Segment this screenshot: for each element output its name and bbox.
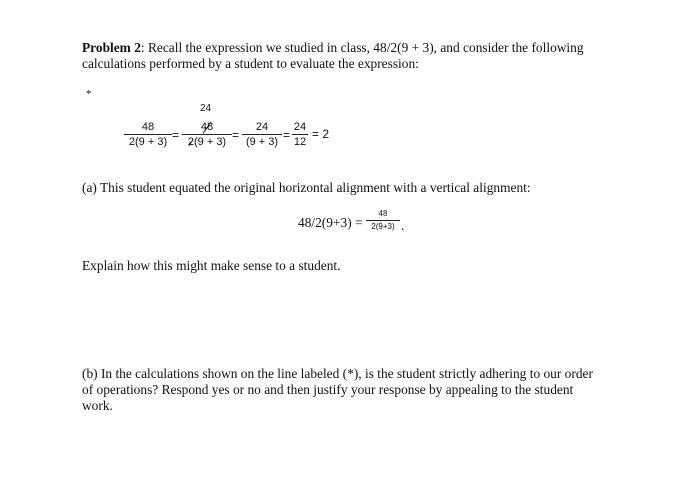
equals-2: = bbox=[232, 128, 240, 142]
fraction-2 bbox=[182, 121, 232, 148]
part-b-prompt bbox=[82, 366, 682, 414]
problem-label: Problem 2 bbox=[82, 40, 141, 55]
fraction-4 bbox=[292, 121, 308, 148]
part-a-period: . bbox=[401, 218, 405, 233]
part-b-line2: of operations? Respond yes or no and then justify your response by appealing to the student bbox=[82, 382, 574, 397]
part-b-line1: (b) In the calculations shown on the line labeled (*), is the student strictly adhering to our order bbox=[82, 366, 593, 381]
problem-statement bbox=[82, 40, 682, 72]
part-a-fraction bbox=[366, 209, 400, 232]
final-result: = 2 bbox=[312, 127, 330, 141]
problem-intro-line2: calculations performed by a student to evaluate the expression: bbox=[82, 56, 419, 71]
fraction-2-denominator-cancelled: 2 bbox=[187, 136, 194, 148]
fraction-1-denominator: 2(9 + 3) bbox=[128, 136, 168, 148]
star-marker: * bbox=[86, 88, 92, 100]
fraction-3 bbox=[242, 121, 282, 148]
part-a-explain: Explain how this might make sense to a student. bbox=[82, 258, 341, 273]
equals-1: = bbox=[172, 128, 180, 142]
fraction-4-denominator: 12 bbox=[293, 136, 307, 148]
fraction-1 bbox=[124, 121, 172, 148]
part-a-fraction-numerator: 48 bbox=[378, 209, 388, 218]
fraction-2-denominator: (9 + 3) bbox=[194, 136, 227, 148]
fraction-2-numerator: 48 bbox=[200, 121, 214, 133]
fraction-3-numerator: 24 bbox=[255, 121, 269, 133]
equals-3: = bbox=[283, 128, 291, 142]
part-b-line3: work. bbox=[82, 398, 113, 413]
fraction-4-numerator: 24 bbox=[293, 121, 307, 133]
over-annotation: 24 bbox=[200, 103, 212, 114]
problem-intro-line1: : Recall the expression we studied in class, 48/2(9 + 3), and consider the following bbox=[140, 40, 584, 55]
part-a-prompt: (a) This student equated the original horizontal alignment with a vertical alignment: bbox=[82, 180, 531, 195]
part-a-expression: 48/2(9+3) = bbox=[298, 215, 363, 230]
fraction-1-numerator: 48 bbox=[141, 121, 155, 133]
part-a-fraction-denominator: 2(9+3) bbox=[371, 222, 395, 231]
fraction-3-denominator: (9 + 3) bbox=[245, 136, 279, 148]
